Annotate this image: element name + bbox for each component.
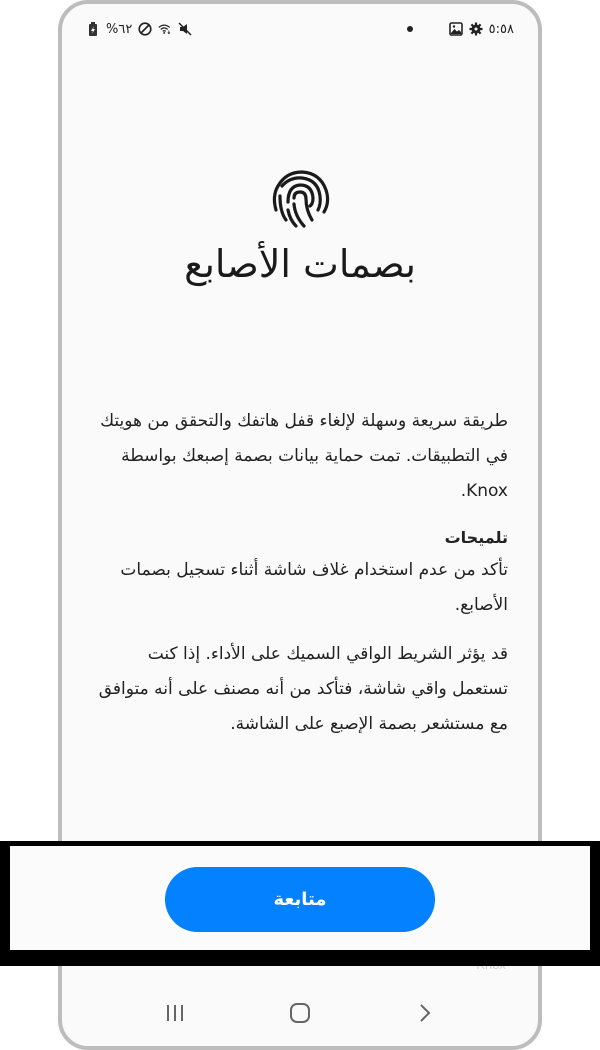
notification-dot-icon [407,26,413,32]
gallery-icon [449,22,463,36]
page-title: بصمات الأصابع [184,242,416,286]
tips-heading: تلميحات [444,528,508,547]
tip-1: تأكد من عدم استخدام غلاف شاشة أثناء تسجيل بصمات الأصابع. [120,560,508,615]
home-icon [289,1002,311,1024]
battery-charging-icon [86,22,100,36]
status-left [86,22,192,37]
home-button[interactable] [280,998,320,1028]
content-body [92,404,508,756]
intro-text: طريقة سريعة وسهلة لإلغاء قفل هاتفك والتحقق من هويتك في التطبيقات. تمت حماية بيانات بصمة إصبعك بواسطة Knox. [100,411,508,501]
continue-button[interactable]: متابعة [165,867,435,932]
fingerprint-icon [268,168,332,232]
back-icon [418,1003,432,1023]
mute-icon [178,22,192,36]
wifi-icon [158,22,172,36]
clock: ٥:٥٨ [488,21,514,37]
navigation-bar [62,998,538,1028]
status-bar [62,16,538,42]
tip-2: قد يؤثر الشريط الواقي السميك على الأداء. إذا كنت تستعمل واقي شاشة، فتأكد من أنه مصنف على أنه متوافق مع مستشعر بصمة الإصبع على الشاشة. [98,644,508,734]
recents-icon [164,1003,186,1023]
recents-button[interactable] [155,998,195,1028]
do-not-disturb-icon [138,22,152,36]
status-right [407,22,514,37]
back-button[interactable] [405,998,445,1028]
battery-percent: %٦٢ [106,21,133,37]
settings-gear-icon [469,22,483,36]
